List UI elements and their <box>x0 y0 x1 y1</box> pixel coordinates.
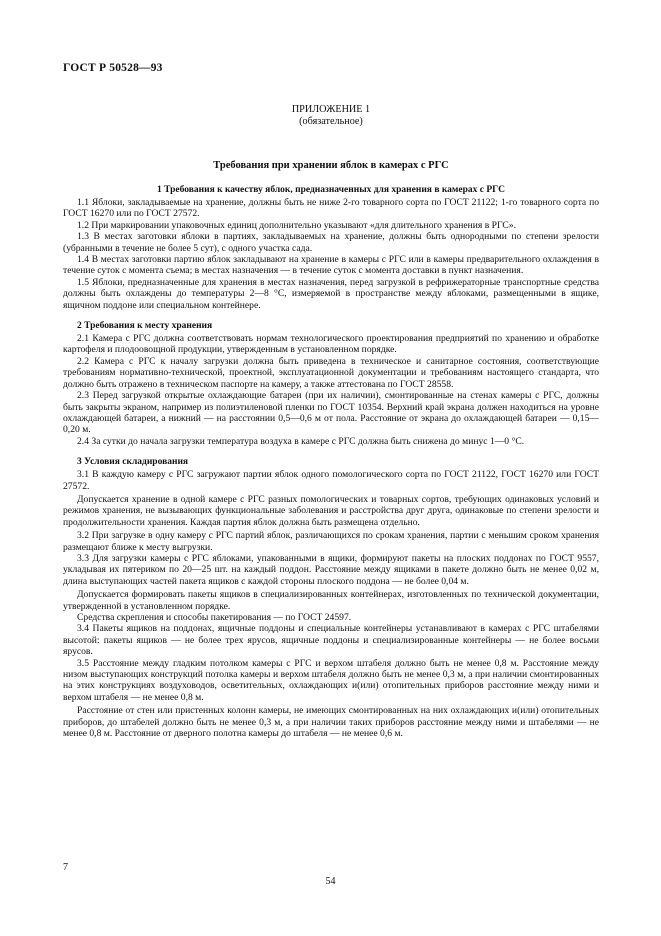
paragraph-2-1: 2.1 Камера с РГС должна соответствовать нормам технологического проектирования предприятий по хранению и обработке картофеля и плодоовощной продукции, утвержденным в установленном порядке. <box>63 333 599 356</box>
appendix-note: (обязательное) <box>299 116 363 127</box>
paragraph-1-1: 1.1 Яблоки, закладываемые на хранение, должны быть не ниже 2-го товарного сорта по ГОСТ 21122; 1-го товарного сорта по ГОСТ 16270 или по ГОСТ 27572. <box>63 197 599 220</box>
document-page <box>63 62 599 739</box>
paragraph-3-3-note: Допускается формировать пакеты ящиков в специализированных контейнерах, изготовленных по технической документации, утвержденной в установленном порядке. <box>63 589 599 612</box>
paragraph-1-2: 1.2 При маркировании упаковочных единиц дополнительно указывают «для длительного хранения в РГС». <box>77 219 516 231</box>
paragraph-3-3-fastening: Средства скрепления и способы пакетирования — по ГОСТ 24597. <box>77 612 352 623</box>
paragraph-1-3: 1.3 В местах заготовки яблоки в партиях, закладываемых на хранение, должны быть однородными по степени зрелости (убранными в течение не более 5 сут), с одного участка сада. <box>63 231 599 254</box>
paragraph-2-3: 2.3 Перед загрузкой открытые охлаждающие батареи (при их наличии), смонтированные на стенах камеры с РГС, должны быть закрыты экраном, например из полиэтиленовой пленки по ГОСТ 10354. Верхний край экрана должен находиться на уровне охлаждающей батареи, а нижний — на расстоянии 0,5—0,6 м от пола. Расстояние от экрана до охлаждающей батареи — 0,15—0,20 м. <box>63 390 599 436</box>
appendix-block <box>63 104 599 128</box>
section-heading-3: 3 Условия складирования <box>77 457 189 468</box>
paragraph-3-5: 3.5 Расстояние между гладким потолком камеры с РГС и верхом штабеля должно быть не менее 0,8 м. Расстояние между низом выступающих конструкций потолка камеры и верхом штабеля должно быть не менее 0,3 м, а при наличии смонтированных на этих конструкциях воздуховодов, осветительных, охлаждающих и(или) отопительных приборов расстояние между ними и верхом штабеля — не менее 0,8 м. <box>63 657 599 703</box>
paragraph-2-2: 2.2 Камера с РГС к началу загрузки должна быть приведена в техническое и санитарное состояния, соответствующие требованиям нормативно-технической, проектной, эксплуатационной документации и требованиям настоящего стандарта, что должно быть отражено в техническом паспорте на камеру, а также аттестована по ГОСТ 28558. <box>63 355 599 390</box>
standard-code: ГОСТ Р 50528—93 <box>63 62 163 74</box>
footer-left-number: 7 <box>63 862 68 873</box>
section-heading-1: 1 Требования к качеству яблок, предназначенных для хранения в камерах с РГС <box>157 185 505 195</box>
paragraph-3-2: 3.2 При загрузке в одну камеру с РГС партий яблок, различающихся по срокам хранения, партии с меньшим сроком хранения размещают ближе к месту выгрузки. <box>63 530 599 553</box>
paragraph-3-1-note: Допускается хранение в одной камере с РГС разных помологических и товарных сортов, требующих одинаковых условий и режимов хранения, не вызывающих функциональные заболевания и расстройства друг друга, одинаковые по степени зрелости и продолжительности хранения. Каждая партия яблок должна быть размещена отдельно. <box>63 493 599 528</box>
paragraph-3-3: 3.3 Для загрузки камеры с РГС яблоками, упакованными в ящики, формируют пакеты на плоских поддонах по ГОСТ 9557, укладывая их пятериком по 20—25 шт. на каждый поддон. Расстояние между ящиками в пакете должно быть не менее 0,02 м, длина выступающих частей пакета ящиков с каждой стороны плоского поддона — не более 0,04 м. <box>63 552 599 587</box>
paragraph-2-4: 2.4 За сутки до начала загрузки температура воздуха в камере с РГС должна быть снижена до минус 1—0 °С. <box>77 435 525 447</box>
paragraph-3-4: 3.4 Пакеты ящиков на поддонах, ящичные поддоны и специальные контейнеры устанавливают в камерах с РГС штабелями высотой: пакеты ящиков — не более трех ярусов, ящичные поддоны и специализированные контейнеры — не более восьми ярусов. <box>63 623 599 658</box>
paragraph-1-4: 1.4 В местах заготовки партию яблок закладывают на хранение в камеры с РГС или в камеры предварительного охлаждения в течение суток с момента съема; в местах назначения — в течение суток с момента доставки в пункт назначения. <box>63 254 599 277</box>
section-heading-2: 2 Требования к месту хранения <box>77 321 213 332</box>
paragraph-1-5: 1.5 Яблоки, предназначенные для хранения в местах назначения, перед загрузкой в рефрижераторные транспортные средства должны быть охлаждены до температуры 2—8 °С, измеряемой в пространстве между яблоками, размещенными в ящике, ящичном поддоне или специальном контейнере. <box>63 276 599 311</box>
appendix-label: ПРИЛОЖЕНИЕ 1 <box>291 104 371 115</box>
document-title: Требования при хранении яблок в камерах с РГС <box>213 160 449 171</box>
paragraph-3-1: 3.1 В каждую камеру с РГС загружают партии яблок одного помологического сорта по ГОСТ 21122, ГОСТ 16270 или ГОСТ 27572. <box>63 469 599 492</box>
page-number: 54 <box>325 876 336 887</box>
paragraph-3-5-walls: Расстояние от стен или пристенных колонн камеры, не имеющих смонтированных на них охлаждающих и(или) отопительных приборов, до штабелей должно быть не менее 0,3 м, а при наличии таких приборов расстояние между ними и штабелями — не менее 0,8 м. Расстояние от дверного полотна камеры до штабеля — не менее 0,6 м. <box>63 705 599 740</box>
